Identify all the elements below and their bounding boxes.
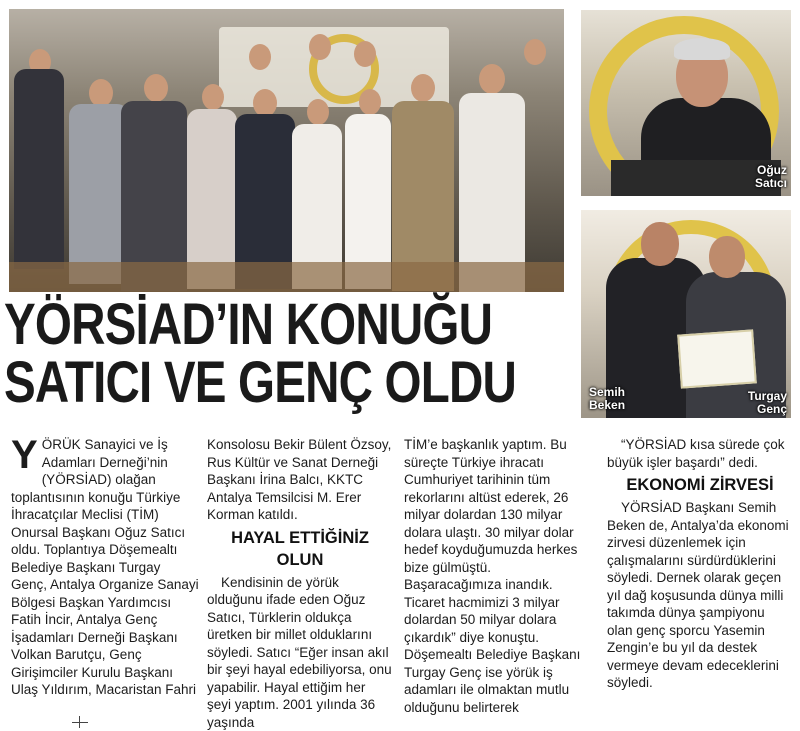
person-head [89,79,113,107]
article-paragraph: YÖRSİAD Başkanı Semih Beken de, Antalya’da ekonomi zirvesi düzenlemek için çalışmalarını sürdürdüklerini söyledi. Dernek olarak geçen yıl dağ koşusunda dünya milli takımda dünya şampiyonu olan genç sporcu Yasemin Zengin’e bu yıl da destek vermeye devam edeceklerini söyledi. [607,499,793,692]
person-head [641,222,679,266]
article-column-4 [607,436,793,692]
article-paragraph: TİM’e başkanlık yaptım. Bu süreçte Türkiye ihracatı Cumhuriyet tarihinin tüm rekorlarını altüst ederek, 26 milyar dolardan 130 milyar dolara ulaştı. 30 milyar dolar hedef koyduğumuzda herkes bize gülmüştü. Başaracağımıza inandık. Ticaret hacmimizi 3 milyar dolardan 50 milyar dolara çıkardık” diye konuştu. Döşemealtı Belediye Başkanı Turgay Genç ise yörük iş adamları ile olmaktan mutlu olduğunu belirterek [404,436,588,716]
person-head [411,74,435,102]
article-column-3 [404,436,588,716]
group-photo [9,9,564,292]
person-head [249,44,271,70]
person-head [309,34,331,60]
person-body [14,69,64,269]
stage-floor [9,262,564,292]
award-caption-right [748,390,787,416]
person-head [524,39,546,65]
speaker-photo [581,10,791,196]
person-head [479,64,505,94]
person-head [354,41,376,67]
award-caption-right-line1: Turgay [748,390,787,403]
headline [4,296,496,412]
article-paragraph: Konsolosu Bekir Bülent Özsoy, Rus Kültür ve Sanat Derneği Başkanı İrina Balcı, KKTC Antalya Temsilcisi M. Erer Korman katıldı. [207,436,393,524]
article-paragraph: Kendisinin de yörük olduğunu ifade eden Oğuz Satıcı, Türklerin oldukça üretken bir millet olduklarını söyledi. Satıcı “Eğer insan akıl bir şeyi hayal edebiliyorsa, onu yapabilir. Hayal ettiğim her şeyi yaptım. 2001 yılında 36 yaşında [207,574,393,731]
headline-line2: SATICI VE GENÇ OLDU [4,354,496,412]
award-caption-left-line2: Beken [589,399,625,412]
article-column-1 [11,436,199,699]
speaker-caption [755,164,787,190]
award-plaque [677,329,757,388]
speaker-hair [674,38,730,60]
dropcap: Y [11,438,38,472]
award-caption-left [589,386,625,412]
person-head [202,84,224,110]
speaker-caption-line1: Oğuz [755,164,787,177]
award-caption-left-line1: Semih [589,386,625,399]
headline-line1: YÖRSİAD’IN KONUĞU [4,296,496,354]
person-head [144,74,168,102]
article-paragraph: “YÖRSİAD kısa sürede çok büyük işler başardı” dedi. [607,436,793,471]
article-column-2 [207,436,393,731]
subheading-ekonomi: EKONOMİ ZİRVESİ [607,474,793,496]
person-head [307,99,329,125]
person-body [69,104,129,284]
speaker-caption-line2: Satıcı [755,177,787,190]
award-caption-right-line2: Genç [748,403,787,416]
person-head [253,89,277,117]
article-paragraph: ÖRÜK Sanayici ve İş Adamları Derneği’nin (YÖRSİAD) olağan toplantısının konuğu Türkiye İhracatçılar Meclisi (TİM) Onursal Başkanı Oğuz Satıcı oldu. Toplantıya Döşemealtı Belediye Başkanı Turgay Genç, Antalya Organize Sanayi Bölgesi Başkan Yardımcısı Fatih İncir, Antalya Genç İşadamları Derneği Başkanı Volkan Barutçu, Genç Girişimciler Kurulu Başkanı Ulaş Yıldırım, Macaristan Fahri [11,436,199,699]
person-head [359,89,381,115]
subheading-hayal: HAYAL ETTİĞİNİZ OLUN [207,527,393,571]
award-photo [581,210,791,418]
crop-mark [72,716,88,728]
person-head [709,236,745,278]
